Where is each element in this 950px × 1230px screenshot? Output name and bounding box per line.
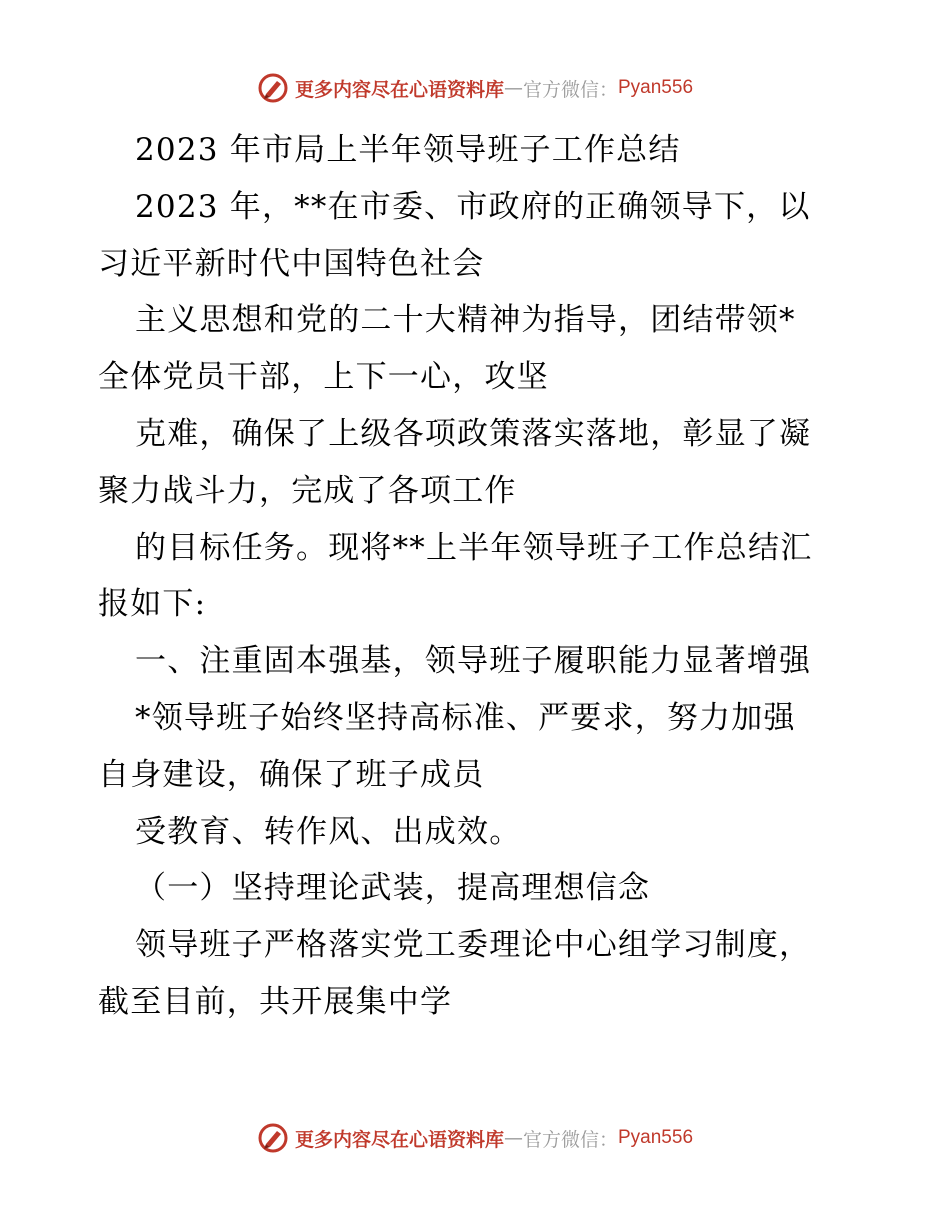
watermark-main-text: 更多内容尽在心语资料库 [294,78,504,101]
paragraph-line: 习近平新时代中国特色社会 [98,245,485,282]
paragraph-line: *领导班子始终坚持高标准、严要求，努力加强 [135,699,796,736]
paragraph-line: 领导班子严格落实党工委理论中心组学习制度， [135,927,812,964]
paragraph-line: 2023 年，**在市委、市政府的正确领导下，以 [135,188,811,225]
watermark-wechat-id: Pyan556 [618,77,694,98]
paragraph-line: 全体党员干部，上下一心，攻坚 [98,359,549,396]
watermark-wechat-id: Pyan556 [618,1127,694,1148]
document-body [98,122,858,1031]
paragraph-line: 截至目前，共开展集中学 [98,983,453,1020]
watermark-suffix: 官方微信： [522,1128,618,1151]
watermark-separator: — [503,77,523,99]
paragraph-line: 聚力战斗力，完成了各项工作 [98,472,517,509]
brand-logo-icon [257,72,289,104]
watermark-main-text: 更多内容尽在心语资料库 [294,1128,504,1151]
paragraph-line: 受教育、转作风、出成效。 [135,813,522,850]
watermark-suffix: 官方微信： [522,78,618,101]
header-watermark [0,68,950,108]
footer-watermark [0,1118,950,1158]
paragraph-line: 报如下: [98,586,207,623]
watermark-separator: — [503,1127,523,1149]
section-heading: 一、注重固本强基，领导班子履职能力显著增强 [135,643,812,680]
paragraph-line: 克难，确保了上级各项政策落实落地，彰显了凝 [135,415,812,452]
paragraph-line: 自身建设，确保了班子成员 [98,756,485,793]
document-title: 2023 年市局上半年领导班子工作总结 [135,132,681,168]
paragraph-line: 主义思想和党的二十大精神为指导，团结带领* [135,302,796,339]
brand-logo-icon [257,1122,289,1154]
subsection-heading: （一）坚持理论武装，提高理想信念 [135,870,651,907]
paragraph-line: 的目标任务。现将**上半年领导班子工作总结汇 [135,529,813,566]
